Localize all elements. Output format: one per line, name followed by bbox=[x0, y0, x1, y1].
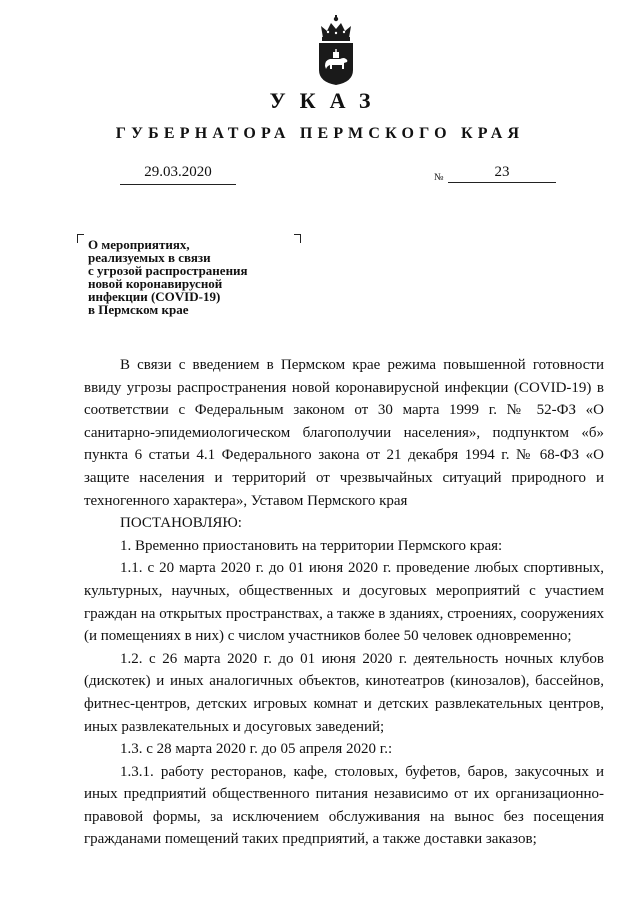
decree-number: 23 bbox=[494, 164, 510, 180]
decree-body bbox=[84, 354, 604, 851]
clause-1-3: 1.3. с 28 марта 2020 г. до 05 апреля 2020 г.: bbox=[120, 741, 393, 758]
heading-line: реализуемых в связи bbox=[88, 250, 211, 265]
heading-line: с угрозой распространения bbox=[88, 263, 248, 278]
heading-bracket-right bbox=[294, 234, 301, 243]
resolution-keyword: ПОСТАНОВЛЯЮ: bbox=[120, 515, 242, 532]
preamble-paragraph: В связи с введением в Пермском крае режима повышенной готовности ввиду угрозы распространения новой коронавирусной инфекции (COVID-19) в соответствии с Федеральным законом от 30 марта 1999 г. № 52-ФЗ «О санитарно-эпидемиологическом благополучии населения», подпунктом «б» пункта 6 статьи 4.1 Федерального закона от 21 декабря 1994 г. № 68-ФЗ «О защите населения и территорий от чрезвычайных ситуаций природного и техногенного характера», Уставом Пермского края bbox=[84, 357, 604, 509]
decree-title: УКАЗ bbox=[269, 88, 385, 113]
number-label: № bbox=[434, 172, 444, 183]
clause-1-1: 1.1. с 20 марта 2020 г. до 01 июня 2020 г. проведение любых спортивных, культурных, научных, общественных и досуговых мероприятий с участием граждан на открытых пространствах, а также в зданиях, строениях, сооружениях (и помещениях в них) с числом участников более 50 человек одновременно; bbox=[84, 560, 604, 645]
perm-krai-coat-of-arms-icon bbox=[313, 14, 359, 86]
clause-1-3-1: 1.3.1. работу ресторанов, кафе, столовых, буфетов, баров, закусочных и иных предприятий общественного питания независимо от их организационно-правовой формы, за исключением обслуживания на вынос без посещения гражданами помещений таких предприятий, а также доставки заказов; bbox=[84, 763, 604, 848]
clause-1-2: 1.2. с 26 марта 2020 г. до 01 июня 2020 г. деятельность ночных клубов (дискотек) и иных аналогичных объектов, кинотеатров (кинозалов), бассейнов, фитнес-центров, детских игровых комнат и детских развлекательных центров, иных развлекательных и досуговых заведений; bbox=[84, 650, 604, 735]
heading-line: инфекции (COVID-19) bbox=[88, 289, 221, 304]
decree-heading bbox=[88, 238, 288, 316]
crown-icon bbox=[321, 15, 351, 41]
date-underline bbox=[120, 184, 236, 185]
decree-date: 29.03.2020 bbox=[144, 164, 212, 180]
heading-bracket-left bbox=[77, 234, 84, 243]
clause-1: 1. Временно приостановить на территории Пермского края: bbox=[120, 537, 503, 554]
decree-issuer: ГУБЕРНАТОРА ПЕРМСКОГО КРАЯ bbox=[115, 125, 525, 142]
heading-line: О мероприятиях, bbox=[88, 237, 190, 252]
heading-line: в Пермском крае bbox=[88, 302, 189, 317]
number-underline bbox=[448, 182, 556, 183]
heading-line: новой коронавирусной bbox=[88, 276, 223, 291]
